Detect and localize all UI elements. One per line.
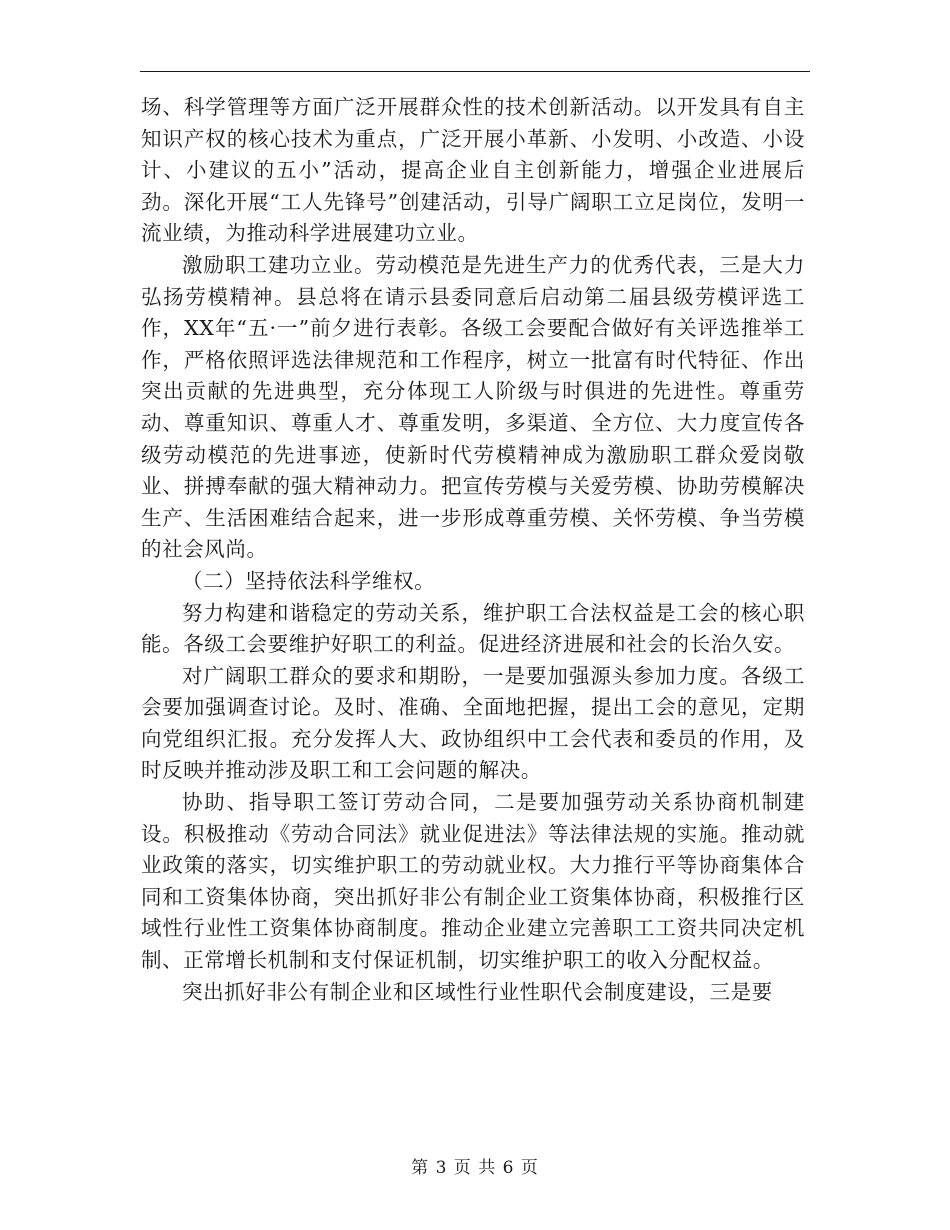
paragraph-continuation: 场、科学管理等方面广泛开展群众性的技术创新活动。以开发具有自主知识产权的核心技术为重点，广泛开展小革新、小发明、小改造、小设计、小建议的五小”活动，提高企业自主创新能力，增强企业进展后劲。深化开展“工人先锋号”创建活动，引导广阔职工立足岗位，发明一流业绩，为推动科学进展建功立业。 <box>141 95 805 246</box>
paragraph-source-participation: 对广阔职工群众的要求和期盼，一是要加强源头参加力度。各级工会要加强调查讨论。及时、准确、全面地把握，提出工会的意见，定期向党组织汇报。充分发挥人大、政协组织中工会代表和委员的作用，及时反映并推动涉及职工和工会问题的解决。 <box>141 663 805 783</box>
paragraph-model-workers: 激励职工建功立业。劳动模范是先进生产力的优秀代表，三是大力弘扬劳模精神。县总将在请示县委同意后启动第二届县级劳模评选工作，XX年“五·一”前夕进行表彰。各级工会要配合做好有关评选推举工作，严格依照评选法律规范和工作程序，树立一批富有时代特征、作出突出贡献的先进典型，充分体现工人阶级与时俱进的先进性。尊重劳动、尊重知识、尊重人才、尊重发明，多渠道、全方位、大力度宣传各级劳动模范的先进事迹，使新时代劳模精神成为激励职工群众爱岗敬业、拼搏奉献的强大精神动力。把宣传劳模与关爱劳模、协助劳模解决生产、生活困难结合起来，进一步形成尊重劳模、关怀劳模、争当劳模的社会风尚。 <box>141 252 805 562</box>
paragraph-labor-relations: 努力构建和谐稳定的劳动关系，维护职工合法权益是工会的核心职能。各级工会要维护好职工的利益。促进经济进展和社会的长治久安。 <box>141 600 805 657</box>
paragraph-workers-congress: 突出抓好非公有制企业和区域性行业性职代会制度建设，三是要 <box>182 979 773 1004</box>
header-rule <box>140 71 810 72</box>
body-text <box>141 92 805 1008</box>
section-heading: （二）坚持依法科学维权。 <box>182 568 436 593</box>
page-footer: 第 3 页 共 6 页 <box>411 1158 539 1178</box>
paragraph-labor-contracts: 协助、指导职工签订劳动合同，二是要加强劳动关系协商机制建设。积极推动《劳动合同法》就业促进法》等法律法规的实施。推动就业政策的落实，切实维护职工的劳动就业权。大力推行平等协商集体合同和工资集体协商，突出抓好非公有制企业工资集体协商，积极推行区域性行业性工资集体协商制度。推动企业建立完善职工工资共同决定机制、正常增长机制和支付保证机制，切实维护职工的收入分配权益。 <box>141 790 805 973</box>
